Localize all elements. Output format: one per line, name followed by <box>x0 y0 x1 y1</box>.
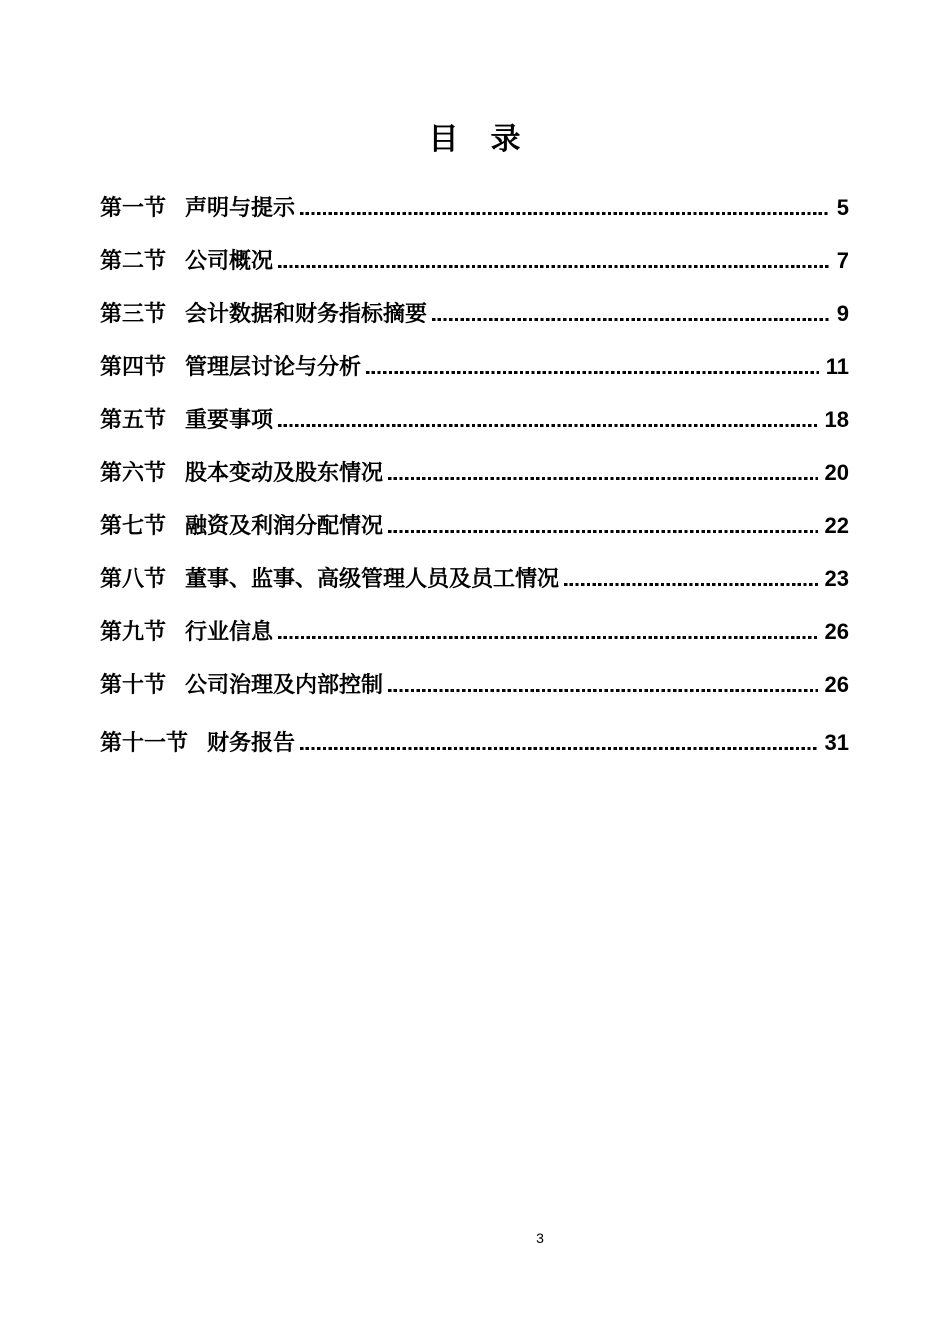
toc-entry-page-number: 5 <box>836 195 849 221</box>
toc-entry-title: 财务报告 <box>207 730 296 756</box>
toc-entry-page-number: 11 <box>825 354 849 380</box>
toc-entry-title: 重要事项 <box>185 407 274 433</box>
toc-entry-chapter: 第八节 <box>100 566 167 592</box>
dot-leader <box>564 583 817 586</box>
toc-entry[interactable] <box>100 606 849 659</box>
dot-leader <box>278 636 817 639</box>
dot-leader <box>300 747 817 750</box>
dot-leader <box>278 265 830 268</box>
toc-entry-title: 声明与提示 <box>185 195 296 221</box>
toc-entry-chapter: 第二节 <box>100 248 167 274</box>
toc-entry-title: 融资及利润分配情况 <box>185 513 384 539</box>
dot-leader <box>388 530 817 533</box>
toc-entry-page-number: 26 <box>824 619 849 645</box>
toc-entry[interactable] <box>100 500 849 553</box>
toc-entry-page-number: 22 <box>824 513 849 539</box>
toc-entry-chapter: 第十一节 <box>100 730 189 756</box>
toc-entry-page-number: 20 <box>824 460 849 486</box>
dot-leader <box>432 318 830 321</box>
dot-leader <box>278 424 817 427</box>
toc-entry-title: 公司概况 <box>185 248 274 274</box>
toc-entry-chapter: 第五节 <box>100 407 167 433</box>
toc-entry-chapter: 第十节 <box>100 672 167 698</box>
toc-entry-title: 公司治理及内部控制 <box>185 672 384 698</box>
toc-entry-chapter: 第一节 <box>100 195 167 221</box>
toc-entry-page-number: 9 <box>836 301 849 327</box>
dot-leader <box>300 212 830 215</box>
toc-entry-title: 董事、监事、高级管理人员及员工情况 <box>185 566 560 592</box>
toc-entry[interactable] <box>100 182 849 235</box>
toc-entry[interactable] <box>100 341 849 394</box>
toc-entry-chapter: 第四节 <box>100 354 167 380</box>
toc-list <box>100 182 849 770</box>
dot-leader <box>388 689 817 692</box>
toc-entry[interactable] <box>100 288 849 341</box>
toc-entry-page-number: 18 <box>824 407 849 433</box>
toc-entry-chapter: 第六节 <box>100 460 167 486</box>
toc-entry-title: 股本变动及股东情况 <box>185 460 384 486</box>
toc-entry[interactable] <box>100 659 849 712</box>
toc-entry[interactable] <box>100 553 849 606</box>
toc-entry[interactable] <box>100 394 849 447</box>
dot-leader <box>366 371 819 374</box>
toc-entry-chapter: 第三节 <box>100 301 167 327</box>
toc-entry[interactable] <box>100 235 849 288</box>
page-title: 目 录 <box>428 123 522 156</box>
toc-entry-chapter: 第九节 <box>100 619 167 645</box>
toc-entry-title: 会计数据和财务指标摘要 <box>185 301 428 327</box>
toc-entry-page-number: 23 <box>824 566 849 592</box>
toc-entry-page-number: 7 <box>836 248 849 274</box>
toc-entry[interactable] <box>100 447 849 500</box>
footer-page-number: 3 <box>536 1230 544 1246</box>
toc-entry-title: 行业信息 <box>185 619 274 645</box>
toc-entry[interactable] <box>100 717 849 770</box>
toc-entry-title: 管理层讨论与分析 <box>185 354 362 380</box>
toc-entry-chapter: 第七节 <box>100 513 167 539</box>
toc-entry-page-number: 26 <box>824 672 849 698</box>
dot-leader <box>388 477 817 480</box>
toc-entry-page-number: 31 <box>824 730 849 756</box>
